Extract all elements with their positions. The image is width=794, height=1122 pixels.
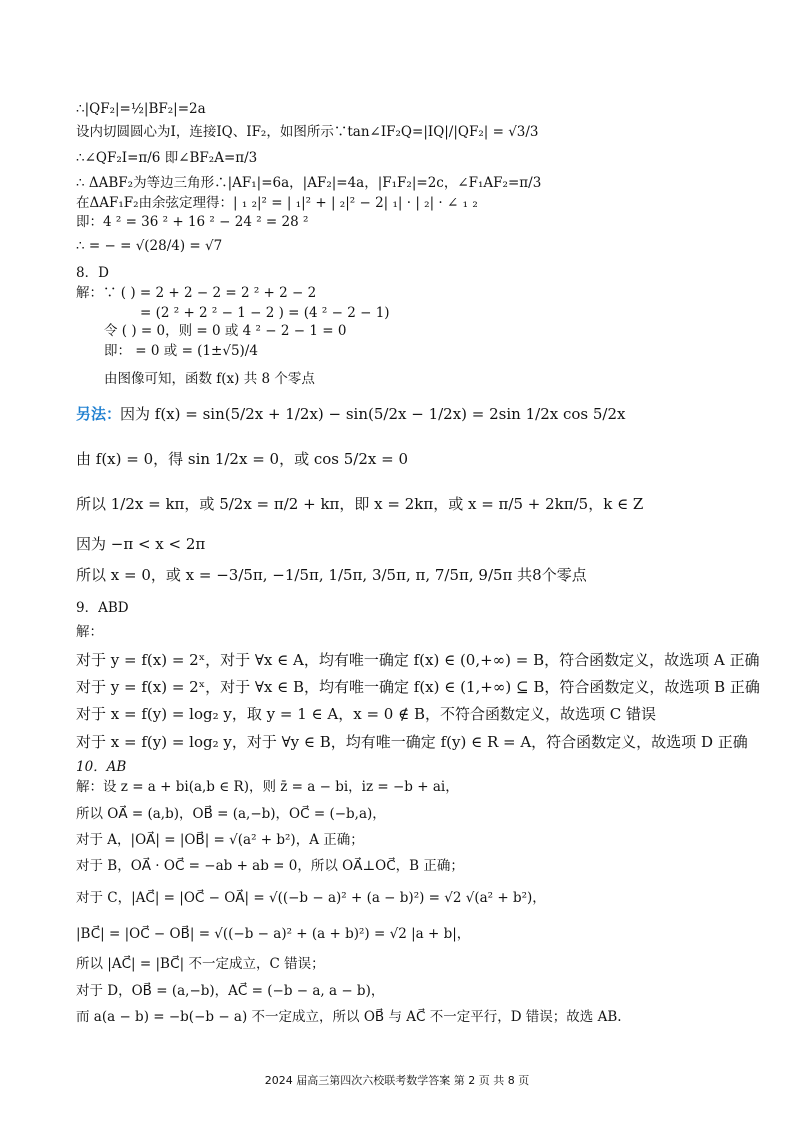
line-cosine-law: 在ΔAF₁F₂由余弦定理得：| ₁ ₂|² = | ₁|² + | ₂|² − 2| ₁| · | ₂| · ∠ ₁ ₂: [76, 195, 478, 211]
q10-vectors: 所以 OA⃗ = (a,b)，OB⃗ = (a,−b)，OC⃗ = (−b,a)，: [76, 806, 386, 822]
q10-option-a: 对于 A，|OA⃗| = |OB⃗| = √(a² + b²)，A 正确；: [76, 832, 364, 848]
q10-option-c-2: |BC⃗| = |OC⃗ − OB⃗| = √((−b − a)² + (a + b)²) = √2 |a + b|，: [76, 926, 471, 942]
q9-solution-label: 解：: [76, 624, 103, 640]
q9-option-d: 对于 x = f(y) = log₂ y，对于 ∀y ∈ B，均有唯一确定 f(y) ∈ R = A，符合函数定义，故选项 D 正确: [76, 733, 748, 751]
alt-range: 因为 −π < x < 2π: [76, 535, 206, 553]
q10-option-c-3: 所以 |AC⃗| = |BC⃗| 不一定成立，C 错误；: [76, 956, 325, 972]
page-footer: 2024 届高三第四次六校联考数学答案 第 2 页 共 8 页: [264, 1074, 530, 1087]
q10-option-d-1: 对于 D，OB⃗ = (a,−b)，AC⃗ = (−b − a, a − b)，: [76, 983, 385, 999]
q9-option-b: 对于 y = f(x) = 2ˣ，对于 ∀x ∈ B，均有唯一确定 f(x) ∈ (1,+∞) ⊆ B，符合函数定义，故选项 B 正确: [76, 678, 760, 696]
q9-option-a: 对于 y = f(x) = 2ˣ，对于 ∀x ∈ A，均有唯一确定 f(x) ∈ (0,+∞) = B，符合函数定义，故选项 A 正确: [76, 651, 760, 669]
q8-solution-1: 解：∵ ( ) = 2 + 2 − 2 = 2 ² + 2 − 2: [76, 285, 317, 301]
q10-option-d-2: 而 a(a − b) = −b(−b − a) 不一定成立，所以 OB⃗ 与 AC⃗ 不一定平行，D 错误；故选 AB.: [76, 1009, 622, 1025]
line-result: 即：4 ² = 36 ² + 16 ² − 24 ² = 28 ²: [76, 214, 309, 230]
q10-option-b: 对于 B，OA⃗ · OC⃗ = −ab + ab = 0，所以 OA⃗⊥OC⃗，B 正确；: [76, 858, 464, 874]
line-equilateral: ∴ ΔABF₂为等边三角形∴|AF₁|=6a，|AF₂|=4a，|F₁F₂|=2c，∠F₁AF₂=π/3: [76, 175, 542, 191]
q9-header: 9．ABD: [76, 600, 129, 616]
alt-method-label: 另法：: [76, 405, 122, 423]
alt-zeros: 所以 x = 0，或 x = −3/5π, −1/5π, 1/5π, 3/5π, π, 7/5π, 9/5π 共8个零点: [76, 566, 587, 584]
q8-roots: 即： = 0 或 = (1±√5)/4: [104, 343, 258, 359]
q10-option-c-1: 对于 C，|AC⃗| = |OC⃗ − OA⃗| = √((−b − a)² + (a − b)²) = √2 √(a² + b²)，: [76, 890, 546, 906]
q8-conclusion: 由图像可知，函数 f(x) 共 8 个零点: [104, 371, 315, 387]
q10-header: 10．AB: [76, 759, 127, 775]
line-eccentricity: ∴ = − = √(28/4) = √7: [76, 238, 223, 254]
line-incircle: 设内切圆圆心为I，连接IQ、IF₂，如图所示∵tan∠IF₂Q=|IQ|/|QF₂| = √3/3: [76, 124, 539, 140]
q10-setup: 解：设 z = a + bi(a,b ∈ R)，则 z̄ = a − bi，iz = −b + ai，: [76, 779, 459, 795]
q8-solution-2: = (2 ² + 2 ² − 1 − 2 ) = (4 ² − 2 − 1): [140, 305, 390, 321]
q8-let-zero: 令 ( ) = 0，则 = 0 或 4 ² − 2 − 1 = 0: [104, 323, 347, 339]
alt-method-formula: 因为 f(x) = sin(5/2x + 1/2x) − sin(5/2x − 1/2x) = 2sin 1/2x cos 5/2x: [120, 405, 626, 423]
line-angle: ∴∠QF₂I=π/6 即∠BF₂A=π/3: [76, 150, 258, 166]
line-qf2: ∴|QF₂|=½|BF₂|=2a: [76, 101, 206, 117]
alt-solutions: 所以 1/2x = kπ，或 5/2x = π/2 + kπ，即 x = 2kπ，或 x = π/5 + 2kπ/5，k ∈ Z: [76, 495, 644, 513]
q9-option-c: 对于 x = f(y) = log₂ y，取 y = 1 ∈ A，x = 0 ∉ B，不符合函数定义，故选项 C 错误: [76, 705, 656, 723]
alt-f-zero: 由 f(x) = 0，得 sin 1/2x = 0，或 cos 5/2x = 0: [76, 450, 408, 468]
q8-header: 8．D: [76, 265, 109, 281]
